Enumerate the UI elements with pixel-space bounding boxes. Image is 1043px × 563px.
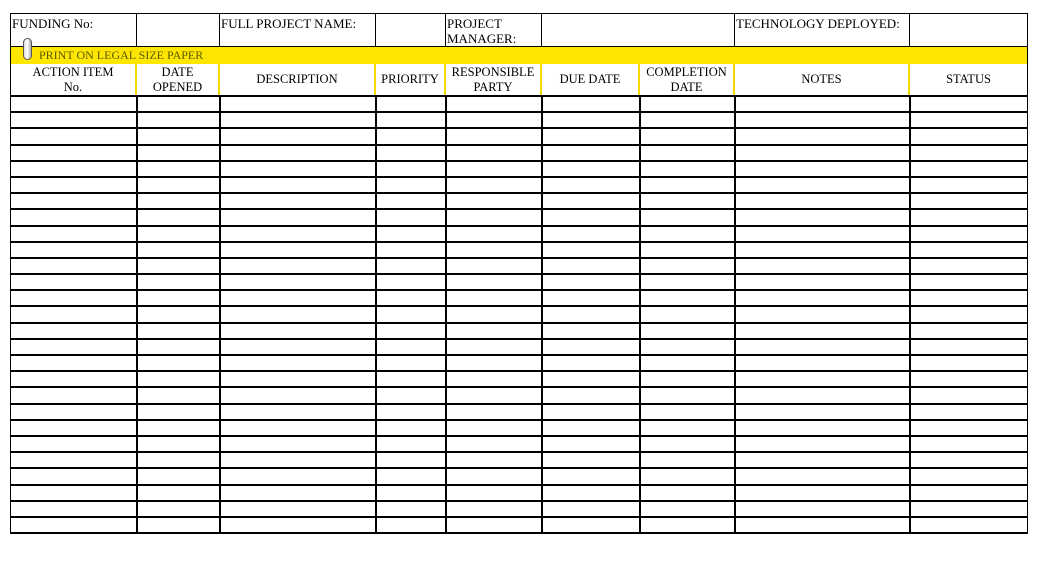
project-info-row <box>10 13 1028 47</box>
column-header-label: NOTES <box>801 72 842 86</box>
column-header-label-line2: OPENED <box>152 79 203 94</box>
table-row[interactable] <box>11 340 1027 356</box>
action-items-grid <box>10 97 1028 534</box>
table-row[interactable] <box>11 162 1027 178</box>
technology-field[interactable] <box>910 14 1027 46</box>
table-row[interactable] <box>11 307 1027 323</box>
funding-value-field[interactable] <box>137 14 220 46</box>
table-row[interactable] <box>11 146 1027 162</box>
column-divider <box>541 97 543 534</box>
table-row[interactable] <box>11 502 1027 518</box>
column-header-completion-date <box>640 64 735 95</box>
pin-icon <box>23 38 32 60</box>
column-header-notes <box>735 64 910 95</box>
column-header-label: STATUS <box>946 72 991 86</box>
table-row[interactable] <box>11 113 1027 129</box>
table-row[interactable] <box>11 178 1027 194</box>
table-row[interactable] <box>11 227 1027 243</box>
column-header-label: COMPLETION <box>646 64 727 79</box>
column-header-row <box>10 64 1028 97</box>
table-row[interactable] <box>11 210 1027 226</box>
column-header-description <box>220 64 376 95</box>
column-header-label-line2: No. <box>63 79 83 94</box>
project-name-field[interactable] <box>376 14 446 46</box>
column-header-status <box>910 64 1027 95</box>
manager-label-line1: PROJECT <box>447 16 502 31</box>
manager-label-line2: MANAGER: <box>447 31 517 46</box>
column-header-date-opened <box>137 64 220 95</box>
technology-label: TECHNOLOGY DEPLOYED: <box>735 14 910 46</box>
table-row[interactable] <box>11 486 1027 502</box>
column-divider <box>136 97 138 534</box>
column-divider <box>445 97 447 534</box>
column-divider <box>219 97 221 534</box>
column-header-label-line2: DATE <box>670 79 703 94</box>
table-row[interactable] <box>11 356 1027 372</box>
column-divider <box>375 97 377 534</box>
project-manager-label <box>446 14 542 46</box>
column-header-label: ACTION ITEM <box>32 64 114 79</box>
column-header-action-item-no <box>11 64 137 95</box>
column-header-label-line2: PARTY <box>473 79 513 94</box>
table-row[interactable] <box>11 469 1027 485</box>
column-header-label: DATE <box>161 64 194 79</box>
table-row[interactable] <box>11 243 1027 259</box>
table-row[interactable] <box>11 405 1027 421</box>
funding-label: FUNDING No: <box>11 14 137 46</box>
table-row[interactable] <box>11 129 1027 145</box>
column-header-label: PRIORITY <box>381 72 439 86</box>
table-row[interactable] <box>11 259 1027 275</box>
column-header-due-date <box>542 64 640 95</box>
column-divider <box>734 97 736 534</box>
print-banner <box>10 47 1028 64</box>
project-manager-field[interactable] <box>542 14 735 46</box>
table-row[interactable] <box>11 372 1027 388</box>
column-divider <box>909 97 911 534</box>
column-header-label: DESCRIPTION <box>256 72 338 86</box>
column-header-priority <box>376 64 446 95</box>
table-row[interactable] <box>11 194 1027 210</box>
column-header-responsible-party <box>446 64 542 95</box>
project-name-label: FULL PROJECT NAME: <box>220 14 376 46</box>
table-row[interactable] <box>11 453 1027 469</box>
column-header-label: RESPONSIBLE <box>451 64 535 79</box>
table-row[interactable] <box>11 275 1027 291</box>
table-row[interactable] <box>11 421 1027 437</box>
action-item-sheet <box>10 13 1028 534</box>
table-row[interactable] <box>11 324 1027 340</box>
table-row[interactable] <box>11 291 1027 307</box>
table-row[interactable] <box>11 437 1027 453</box>
print-banner-text: PRINT ON LEGAL SIZE PAPER <box>39 48 204 62</box>
table-row[interactable] <box>11 518 1027 534</box>
column-divider <box>639 97 641 534</box>
column-header-label: DUE DATE <box>559 72 621 86</box>
table-row[interactable] <box>11 97 1027 113</box>
table-row[interactable] <box>11 388 1027 404</box>
